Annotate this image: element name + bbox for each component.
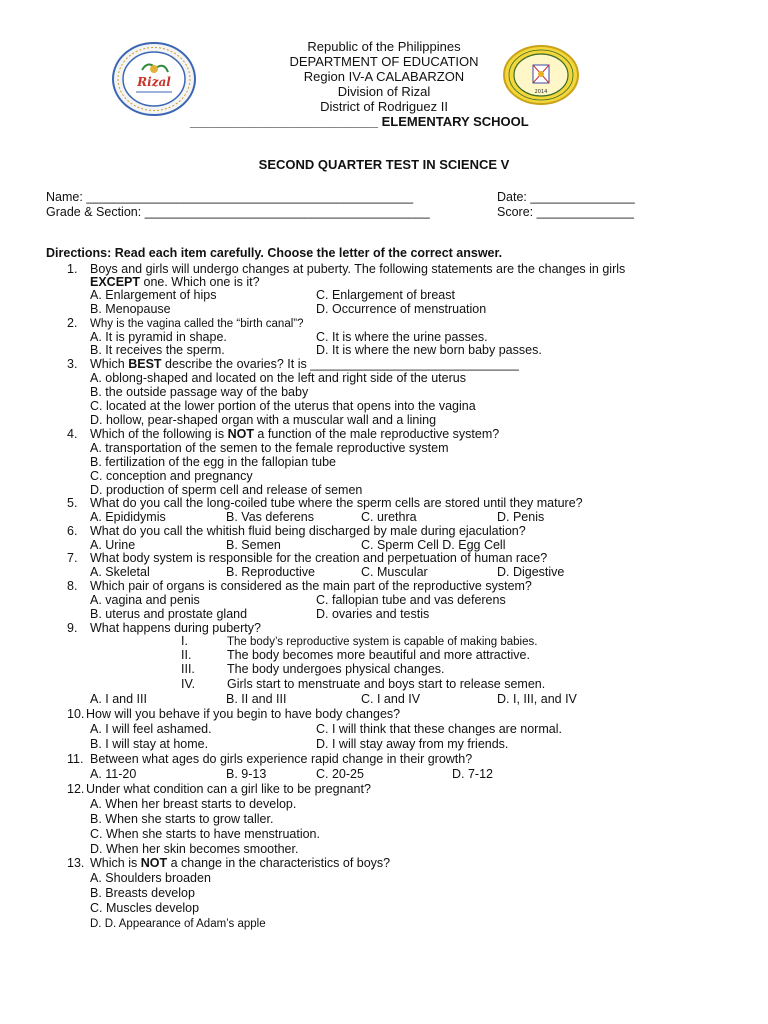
- q7-option-c[interactable]: C. Muscular: [361, 565, 428, 579]
- q13-bold: NOT: [140, 856, 168, 870]
- q6-option-cd[interactable]: C. Sperm Cell D. Egg Cell: [361, 538, 506, 552]
- q5-option-a[interactable]: A. Epididymis: [90, 510, 166, 524]
- q3-option-a[interactable]: A. oblong-shaped and located on the left and right side of the uterus: [90, 371, 466, 385]
- q9-roman-4: IV.: [181, 677, 196, 691]
- q9-roman-3: III.: [181, 662, 195, 676]
- q7-option-b[interactable]: B. Reproductive: [226, 565, 315, 579]
- q7-option-a[interactable]: A. Skeletal: [90, 565, 150, 579]
- grade-blank[interactable]: _________________________________________: [144, 205, 430, 219]
- q1-text-line2: [90, 275, 260, 289]
- q1-text-rest: one. Which one is it?: [140, 275, 260, 289]
- q9-statement-4: Girls start to menstruate and boys start to release semen.: [227, 677, 546, 691]
- q9-statement-1: The body’s reproductive system is capable of making babies.: [227, 636, 538, 648]
- q2-text: Why is the vagina called the “birth canal”?: [90, 318, 304, 330]
- q3-option-d[interactable]: D. hollow, pear-shaped organ with a muscular wall and a lining: [90, 413, 437, 427]
- q10-option-d[interactable]: D. I will stay away from my friends.: [316, 737, 509, 751]
- q13-option-d[interactable]: D. D. Appearance of Adam’s apple: [90, 918, 266, 930]
- q8-option-c[interactable]: C. fallopian tube and vas deferens: [316, 593, 506, 607]
- grade-label: Grade & Section:: [46, 205, 142, 219]
- q5-option-c[interactable]: C. urethra: [361, 510, 417, 524]
- q13-option-a[interactable]: A. Shoulders broaden: [90, 871, 211, 885]
- q1-option-d[interactable]: D. Occurrence of menstruation: [316, 302, 487, 316]
- q11-number: 11.: [67, 752, 84, 766]
- date-label: Date:: [497, 190, 527, 204]
- right-seal-year: 2014: [534, 89, 548, 95]
- q2-option-b[interactable]: B. It receives the sperm.: [90, 343, 225, 357]
- q10-option-c[interactable]: C. I will think that these changes are normal.: [316, 722, 562, 736]
- q2-option-c[interactable]: C. It is where the urine passes.: [316, 330, 488, 344]
- q2-option-a[interactable]: A. It is pyramid in shape.: [90, 330, 227, 344]
- score-blank[interactable]: ______________: [536, 205, 634, 219]
- q5-option-d[interactable]: D. Penis: [497, 510, 545, 524]
- header-division: Division of Rizal: [337, 84, 431, 99]
- q9-roman-2: II.: [181, 648, 192, 662]
- q5-option-b[interactable]: B. Vas deferens: [226, 510, 315, 524]
- q8-text: Which pair of organs is considered as the main part of the reproductive system?: [90, 579, 532, 593]
- score-label: Score:: [497, 205, 534, 219]
- q12-option-b[interactable]: B. When she starts to grow taller.: [90, 812, 274, 826]
- left-seal-center-text: Rizal: [137, 75, 171, 89]
- q11-option-d[interactable]: D. 7-12: [452, 767, 493, 781]
- name-field[interactable]: [46, 190, 413, 204]
- q3-text-post: describe the ovaries? It is ______________________________: [161, 357, 519, 371]
- q9-roman-1: I.: [181, 634, 188, 648]
- date-field[interactable]: [497, 190, 635, 204]
- q4-text-post: a function of the male reproductive system?: [253, 427, 500, 441]
- header-region: Region IV-A CALABARZON: [303, 69, 465, 84]
- q9-option-d[interactable]: D. I, III, and IV: [497, 692, 577, 706]
- q1-number: 1.: [67, 262, 78, 276]
- q8-option-a[interactable]: A. vagina and penis: [90, 593, 200, 607]
- q12-option-c[interactable]: C. When she starts to have menstruation.: [90, 827, 320, 841]
- q13-text-pre: Which is: [90, 856, 141, 870]
- q10-text: How will you behave if you begin to have body changes?: [86, 707, 401, 721]
- q7-number: 7.: [67, 551, 78, 565]
- q4-number: 4.: [67, 427, 78, 441]
- header-republic: Republic of the Philippines: [307, 39, 461, 54]
- q6-option-a[interactable]: A. Urine: [90, 538, 136, 552]
- school-blank[interactable]: __________________________: [190, 114, 378, 129]
- q11-text: Between what ages do girls experience rapid change in their growth?: [90, 752, 473, 766]
- q1-text-line1: Boys and girls will undergo changes at puberty. The following statements are the changes in girls: [90, 262, 626, 276]
- q1-bold: EXCEPT: [90, 275, 141, 289]
- q5-number: 5.: [67, 496, 78, 510]
- q9-option-c[interactable]: C. I and IV: [361, 692, 421, 706]
- school-label: ELEMENTARY SCHOOL: [381, 114, 529, 129]
- q6-number: 6.: [67, 524, 78, 538]
- q6-text: What do you call the whitish fluid being discharged by male during ejaculation?: [90, 524, 526, 538]
- q12-number: 12.: [67, 782, 85, 796]
- q1-option-c[interactable]: C. Enlargement of breast: [316, 288, 455, 302]
- q13-text-post: a change in the characteristics of boys?: [167, 856, 391, 870]
- grade-section-field[interactable]: [46, 205, 430, 219]
- q9-text: What happens during puberty?: [90, 621, 261, 635]
- q4-bold: NOT: [227, 427, 254, 441]
- header-district: District of Rodriguez II: [320, 99, 448, 114]
- q8-option-d[interactable]: D. ovaries and testis: [316, 607, 430, 621]
- q3-text-pre: Which: [90, 357, 129, 371]
- q3-text: [90, 357, 519, 371]
- q11-option-b[interactable]: B. 9-13: [226, 767, 267, 781]
- q1-option-a[interactable]: A. Enlargement of hips: [90, 288, 217, 302]
- q3-bold: BEST: [128, 357, 162, 371]
- q13-number: 13.: [67, 856, 85, 870]
- school-name-line: [190, 114, 529, 129]
- q2-option-d[interactable]: D. It is where the new born baby passes.: [316, 343, 542, 357]
- q13-text: [90, 856, 390, 870]
- test-title: SECOND QUARTER TEST IN SCIENCE V: [258, 157, 510, 172]
- q11-option-a[interactable]: A. 11-20: [90, 767, 137, 781]
- q10-number: 10.: [67, 707, 85, 721]
- q4-option-a[interactable]: A. transportation of the semen to the female reproductive system: [90, 441, 449, 455]
- directions: Directions: Read each item carefully. Choose the letter of the correct answer.: [46, 246, 503, 260]
- q12-option-a[interactable]: A. When her breast starts to develop.: [90, 797, 297, 811]
- q3-number: 3.: [67, 357, 78, 371]
- q10-option-a[interactable]: A. I will feel ashamed.: [90, 722, 212, 736]
- q2-number: 2.: [67, 316, 78, 330]
- q7-text: What body system is responsible for the creation and perpetuation of human race?: [90, 551, 548, 565]
- q9-option-a[interactable]: A. I and III: [90, 692, 147, 706]
- score-field[interactable]: [497, 205, 634, 219]
- q3-option-c[interactable]: C. located at the lower portion of the uterus that opens into the vagina: [90, 399, 476, 413]
- q4-option-c[interactable]: C. conception and pregnancy: [90, 469, 253, 483]
- q4-option-b[interactable]: B. fertilization of the egg in the fallopian tube: [90, 455, 336, 469]
- name-label: Name:: [46, 190, 83, 204]
- q13-option-b[interactable]: B. Breasts develop: [90, 886, 195, 900]
- q11-option-c[interactable]: C. 20-25: [316, 767, 364, 781]
- header-department: DEPARTMENT OF EDUCATION: [289, 54, 479, 69]
- q12-text: Under what condition can a girl like to be pregnant?: [86, 782, 371, 796]
- q9-option-b[interactable]: B. II and III: [226, 692, 287, 706]
- q3-option-b[interactable]: B. the outside passage way of the baby: [90, 385, 309, 399]
- q1-option-b[interactable]: B. Menopause: [90, 302, 171, 316]
- q7-option-d[interactable]: D. Digestive: [497, 565, 565, 579]
- name-blank[interactable]: _______________________________________________: [86, 190, 414, 204]
- q8-number: 8.: [67, 579, 78, 593]
- q9-number: 9.: [67, 621, 78, 635]
- q4-text-pre: Which of the following is: [90, 427, 228, 441]
- q4-option-d[interactable]: D. production of sperm cell and release of semen: [90, 483, 363, 497]
- q6-option-b[interactable]: B. Semen: [226, 538, 281, 552]
- q9-statement-2: The body becomes more beautiful and more attractive.: [227, 648, 530, 662]
- q12-option-d[interactable]: D. When her skin becomes smoother.: [90, 842, 299, 856]
- q10-option-b[interactable]: B. I will stay at home.: [90, 737, 209, 751]
- q4-text: [90, 427, 499, 441]
- q5-text: What do you call the long-coiled tube where the sperm cells are stored until they mature?: [90, 496, 583, 510]
- q9-statement-3: The body undergoes physical changes.: [227, 662, 445, 676]
- q8-option-b[interactable]: B. uterus and prostate gland: [90, 607, 248, 621]
- q13-option-c[interactable]: C. Muscles develop: [90, 901, 200, 915]
- date-blank[interactable]: _______________: [530, 190, 635, 204]
